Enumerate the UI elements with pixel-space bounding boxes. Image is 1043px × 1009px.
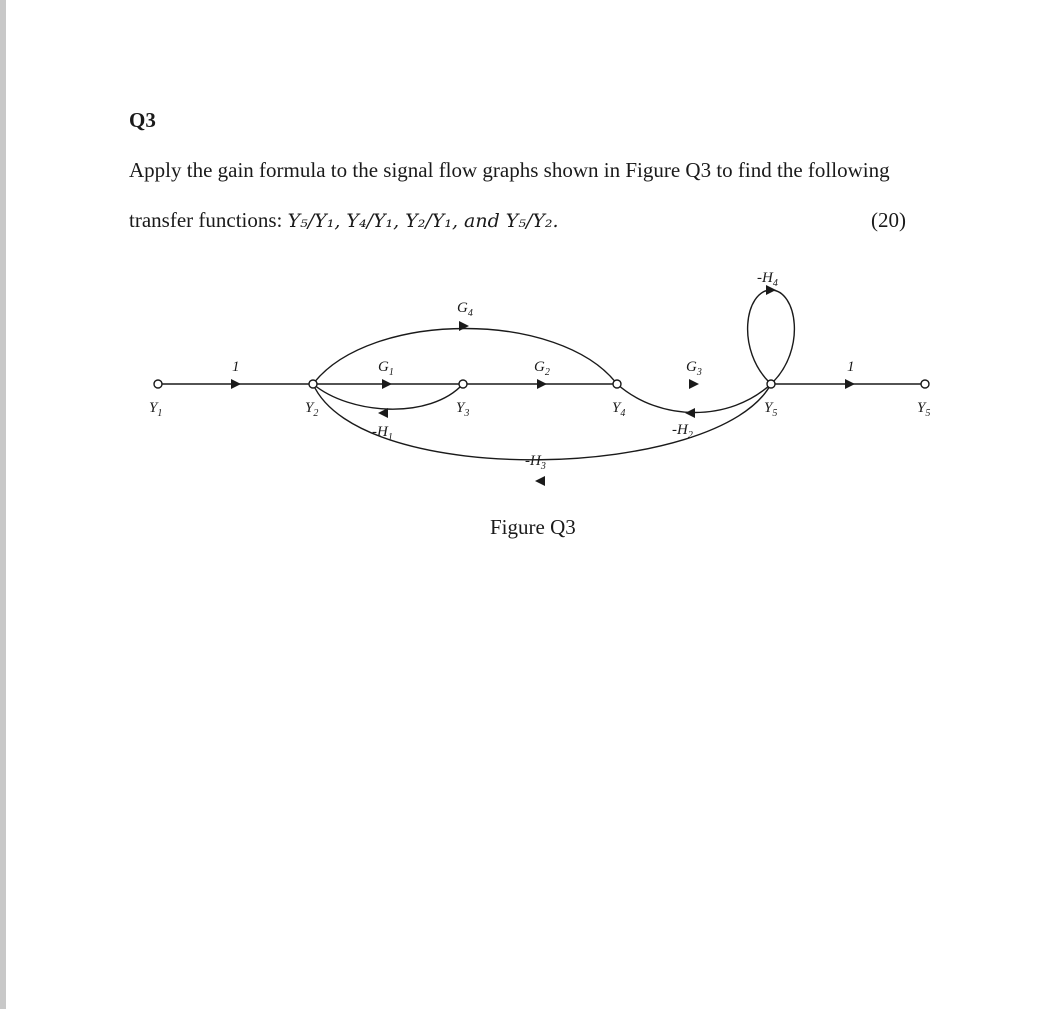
label-y3: $Y_3$ [456,400,470,419]
branch-h1 [313,384,463,409]
transfer-functions-math: Y₅/Y₁, Y₄/Y₁, Y₂/Y₁, and Y₅/Y₂. [287,210,559,232]
label-g1: $G_1$ [378,359,394,378]
node-y4 [613,380,621,388]
label-y2: $Y_2$ [305,400,319,419]
branch-h4-selfloop [748,290,795,384]
node-y5 [767,380,775,388]
label-g4: $G_4$ [457,300,473,319]
label-gain-1-out: 1 [847,359,855,375]
label-y1: $Y_1$ [149,400,163,419]
arrow-h2 [685,408,695,418]
arrow-1-in [231,379,241,389]
label-g3: $G_3$ [686,359,702,378]
label-g2: $G_2$ [534,359,550,378]
question-label: Q3 [129,108,156,132]
figure-caption: Figure Q3 [490,515,576,539]
label-y5-out: $Y_5$ [917,400,931,419]
branch-h3 [313,384,771,460]
branch-g3 [617,384,771,413]
label-h4: $-H_4$ [757,270,778,289]
label-h1: $-H_1$ [372,424,393,443]
arrow-g4 [459,321,469,331]
label-y4: $Y_4$ [612,400,626,419]
node-y5-out [921,380,929,388]
label-y5: $Y_5$ [764,400,778,419]
branch-g4 [313,329,617,385]
label-h2: $-H_2$ [672,422,693,441]
node-y2 [309,380,317,388]
arrow-1-out [845,379,855,389]
arrow-g2 [537,379,547,389]
label-h3: $-H_3$ [525,453,546,472]
node-y3 [459,380,467,388]
arrow-h3 [535,476,545,486]
question-marks: (20) [871,208,906,232]
arrow-g1 [382,379,392,389]
arrow-g3 [689,379,699,389]
label-gain-1-in: 1 [232,359,240,375]
node-y1 [154,380,162,388]
question-text-prefix: transfer functions: [129,208,288,232]
question-text-line1: Apply the gain formula to the signal flow graphs shown in Figure Q3 to find the following [129,158,890,182]
